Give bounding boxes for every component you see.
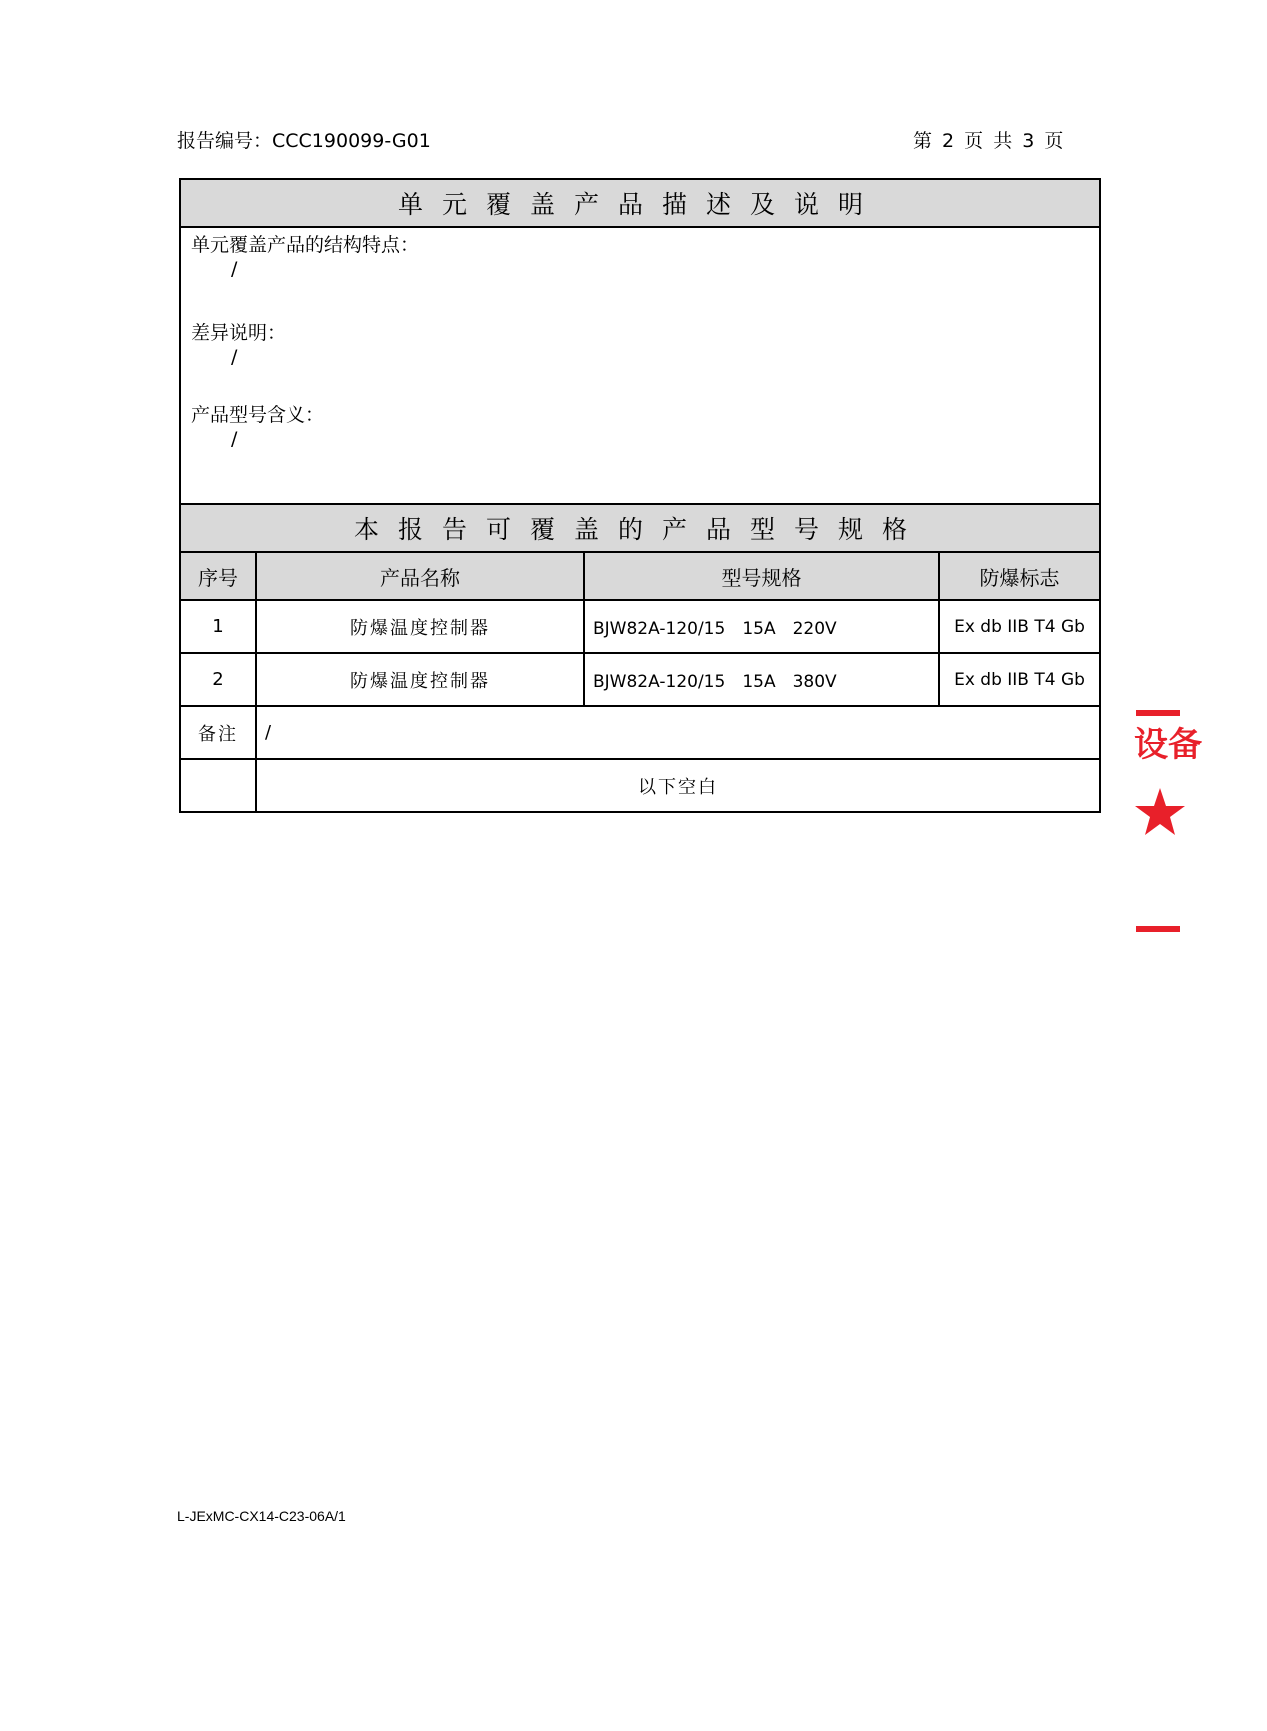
remark-label: 备注 <box>180 706 256 759</box>
page-indicator: 第 2 页 共 3 页 <box>913 130 1066 152</box>
section-description-title: 单元覆盖产品描述及说明 <box>180 179 1100 227</box>
seal-stamp-icon <box>1132 706 1202 938</box>
row-no: 2 <box>180 653 256 706</box>
row-spec: BJW82A-120/15 15A 220V <box>584 600 939 653</box>
col-header-spec: 型号规格 <box>584 552 939 600</box>
row-name: 防爆温度控制器 <box>256 600 584 653</box>
col-header-no: 序号 <box>180 552 256 600</box>
row-no: 1 <box>180 600 256 653</box>
structure-value: / <box>231 258 238 280</box>
blank-note: 以下空白 <box>256 759 1100 812</box>
description-block <box>180 227 1100 504</box>
model-meaning-value: / <box>231 428 238 450</box>
remark-row <box>180 706 1100 759</box>
col-header-mark: 防爆标志 <box>939 552 1100 600</box>
blank-cell <box>180 759 256 812</box>
document-code: L-JExMC-CX14-C23-06A/1 <box>177 1508 346 1524</box>
report-number: 报告编号：CCC190099-G01 <box>177 130 431 152</box>
blank-row <box>180 759 1100 812</box>
svg-text:设备: 设备 <box>1134 725 1202 765</box>
col-header-name: 产品名称 <box>256 552 584 600</box>
structure-label: 单元覆盖产品的结构特点： <box>191 234 420 256</box>
row-mark: Ex db IIB T4 Gb <box>939 653 1100 706</box>
table-row <box>180 653 1100 706</box>
seal-stamp <box>1132 706 1202 938</box>
section-models-title: 本报告可覆盖的产品型号规格 <box>180 504 1100 552</box>
row-name: 防爆温度控制器 <box>256 653 584 706</box>
model-meaning-label: 产品型号含义： <box>191 404 325 426</box>
difference-label: 差异说明： <box>191 322 287 344</box>
remark-value: / <box>256 706 1100 759</box>
row-spec: BJW82A-120/15 15A 380V <box>584 653 939 706</box>
column-header-row <box>180 552 1100 600</box>
row-mark: Ex db IIB T4 Gb <box>939 600 1100 653</box>
table-row <box>180 600 1100 653</box>
report-table <box>179 178 1101 813</box>
difference-value: / <box>231 346 238 368</box>
